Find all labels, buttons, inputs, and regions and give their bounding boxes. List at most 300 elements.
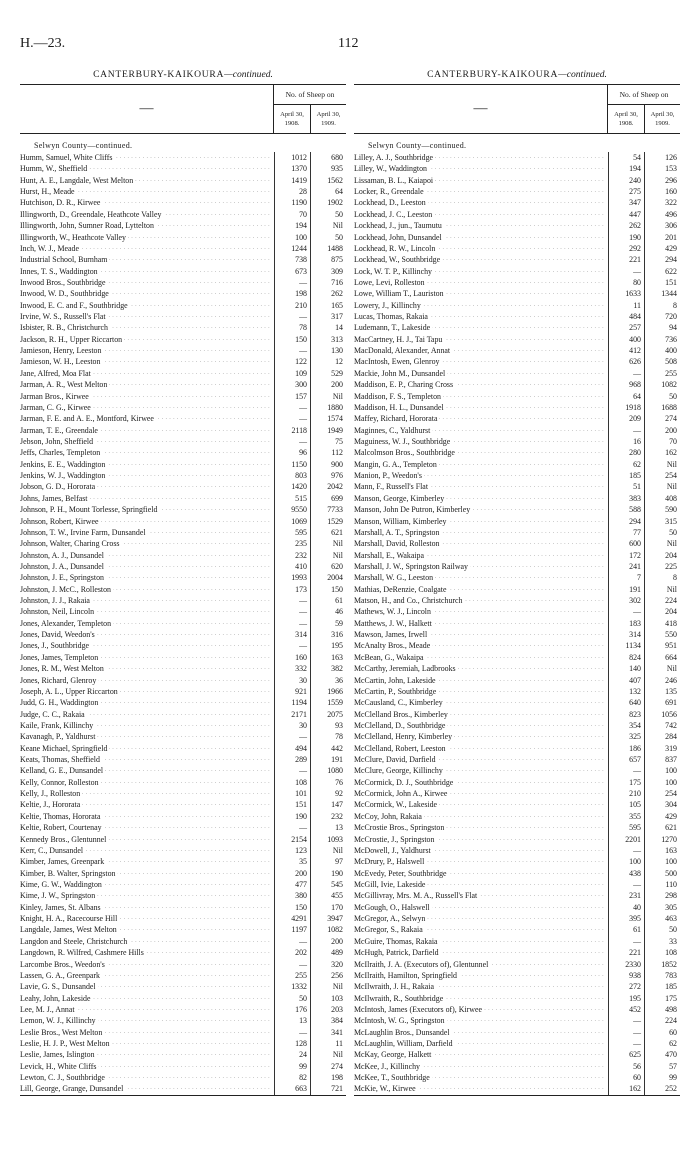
table-row <box>20 788 346 799</box>
table-row <box>354 220 680 231</box>
owner-name <box>20 868 274 879</box>
sheep-1908: 2171 <box>274 709 310 720</box>
owner-name-text: Johnson, T. W., Irvine Farm, Dunsandel <box>20 527 146 537</box>
owner-name-text: McCoy, John, Rakaia <box>354 811 422 821</box>
table-row <box>20 425 346 436</box>
sheep-1909: Nil <box>310 981 346 992</box>
left-table-body <box>20 140 346 1096</box>
owner-name-text: Lockhead, W., Southbridge <box>354 255 441 265</box>
table-row <box>354 163 680 174</box>
sheep-1908: 7 <box>608 572 644 583</box>
sheep-1909: 110 <box>644 879 680 890</box>
owner-name-text: Mackie, John M., Dunsandel <box>354 368 446 378</box>
sheep-1908: 101 <box>274 788 310 799</box>
owner-name <box>354 1049 608 1060</box>
table-row <box>20 913 346 924</box>
table-row <box>354 595 680 606</box>
owner-name <box>20 709 274 720</box>
sheep-1909: 1082 <box>310 924 346 935</box>
right-year-1909: April 30, 1909. <box>644 105 680 133</box>
owner-name-text: Ludemann, T., Lakeside <box>354 323 431 333</box>
owner-name <box>354 481 608 492</box>
table-row <box>354 402 680 413</box>
owner-name-text: Jarman, C. G., Kirwee <box>20 402 91 412</box>
sheep-1908: 194 <box>274 220 310 231</box>
sheep-1908: 195 <box>608 993 644 1004</box>
owner-name <box>354 731 608 742</box>
owner-name <box>354 640 608 651</box>
table-row <box>354 175 680 186</box>
sheep-1909: 150 <box>310 584 346 595</box>
table-row <box>354 1015 680 1026</box>
sheep-1908: 13 <box>274 1015 310 1026</box>
sheep-1908: 300 <box>274 379 310 390</box>
owner-name <box>354 663 608 674</box>
owner-name <box>20 993 274 1004</box>
owner-name <box>354 1015 608 1026</box>
owner-name <box>20 947 274 958</box>
owner-name <box>20 595 274 606</box>
table-row <box>354 538 680 549</box>
sheep-1908: 173 <box>274 584 310 595</box>
owner-name <box>354 220 608 231</box>
owner-name <box>354 379 608 390</box>
owner-name-text: MacIntosh, Ewen, Glenroy <box>354 357 440 367</box>
owner-name-text: McClelland, Henry, Kimberley <box>354 732 453 742</box>
table-row <box>20 163 346 174</box>
sheep-1909: 64 <box>310 186 346 197</box>
sheep-1908: 108 <box>274 777 310 788</box>
owner-name-text: Kimber, B. Walter, Springston <box>20 868 116 878</box>
sheep-1909: 1488 <box>310 243 346 254</box>
left-year-1909: April 30, 1909. <box>310 105 346 133</box>
owner-name <box>20 584 274 595</box>
sheep-1909: 126 <box>644 152 680 163</box>
owner-name <box>354 334 608 345</box>
owner-name <box>20 572 274 583</box>
sheep-1908: 407 <box>608 675 644 686</box>
sheep-1908: 2154 <box>274 834 310 845</box>
sheep-1908: 235 <box>274 538 310 549</box>
sheep-1909: 195 <box>310 640 346 651</box>
owner-name <box>354 356 608 367</box>
left-title-main: CANTERBURY-KAIKOURA <box>93 69 225 80</box>
owner-name-text: McHugh, Patrick, Darfield <box>354 948 439 958</box>
table-row <box>20 254 346 265</box>
sheep-1908: 183 <box>608 618 644 629</box>
sheep-1908: 302 <box>608 595 644 606</box>
sheep-1908: 24 <box>274 1049 310 1060</box>
owner-name-text: Langdown, R. Wilfred, Cashmere Hills <box>20 948 144 958</box>
owner-name <box>20 538 274 549</box>
sheep-1909: 100 <box>644 765 680 776</box>
table-row <box>20 243 346 254</box>
table-row <box>20 959 346 970</box>
sheep-1909: 298 <box>644 890 680 901</box>
owner-name-text: Maddison, F. S., Templeton <box>354 391 442 401</box>
sheep-1908: 54 <box>608 152 644 163</box>
owner-name-text: Lock, W. T. P., Killinchy <box>354 266 432 276</box>
sheep-1908: 122 <box>274 356 310 367</box>
sheep-1909: 1056 <box>644 709 680 720</box>
sheep-1909: 320 <box>310 959 346 970</box>
table-row <box>20 993 346 1004</box>
owner-name-text: McCrostie, J., Springston <box>354 834 435 844</box>
owner-name <box>354 516 608 527</box>
table-row <box>354 652 680 663</box>
owner-name <box>354 561 608 572</box>
owner-name <box>354 504 608 515</box>
owner-name-text: McIntosh, W. G., Springston <box>354 1016 445 1026</box>
sheep-1909: 2075 <box>310 709 346 720</box>
table-row <box>354 493 680 504</box>
sheep-1909: 315 <box>644 516 680 527</box>
owner-name <box>354 266 608 277</box>
table-row <box>354 618 680 629</box>
owner-name <box>354 243 608 254</box>
sheep-1908: 292 <box>608 243 644 254</box>
owner-name-text: Leslie, James, Islington <box>20 1050 95 1060</box>
owner-name <box>20 459 274 470</box>
owner-name-text: Johnston, J. E., Springston <box>20 573 104 583</box>
table-row <box>20 538 346 549</box>
sheep-1908: 77 <box>608 527 644 538</box>
sheep-1909: 13 <box>310 822 346 833</box>
owner-name <box>354 799 608 810</box>
owner-name-text: Keats, Thomas, Sheffield <box>20 755 100 765</box>
left-county-heading: Selwyn County—continued. <box>34 141 133 150</box>
owner-name <box>354 288 608 299</box>
sheep-1909: 100 <box>644 777 680 788</box>
sheep-1909: 296 <box>644 175 680 186</box>
owner-name <box>20 640 274 651</box>
sheep-1909: 622 <box>644 266 680 277</box>
owner-name <box>20 163 274 174</box>
owner-name-text: Inwood, W. D., Southbridge <box>20 289 109 299</box>
sheep-1909: 1344 <box>644 288 680 299</box>
owner-name-text: McClelland, D., Southbridge <box>354 720 446 730</box>
table-row <box>20 811 346 822</box>
owner-name-text: Mathews, W. J., Lincoln <box>354 607 431 617</box>
owner-name-text: Kelland, G. E., Dunsandel <box>20 766 104 776</box>
table-row <box>354 879 680 890</box>
sheep-1909: 1902 <box>310 197 346 208</box>
sheep-1908: — <box>274 436 310 447</box>
sheep-1909: 508 <box>644 356 680 367</box>
table-row <box>20 924 346 935</box>
sheep-1909: 470 <box>644 1049 680 1060</box>
sheep-1908: 400 <box>608 334 644 345</box>
owner-name-text: Lemon, W. J., Killinchy <box>20 1016 96 1026</box>
owner-name <box>354 436 608 447</box>
owner-name-text: Mann, F., Russell's Flat <box>354 482 429 492</box>
owner-name-text: Kime, J. W., Springston <box>20 891 96 901</box>
right-table-header <box>354 84 680 134</box>
table-row <box>20 606 346 617</box>
owner-name <box>20 675 274 686</box>
owner-name-text: Manson, William, Kimberley <box>354 516 447 526</box>
owner-name-text: Jamieson, W. H., Leeston <box>20 357 101 367</box>
table-row <box>354 913 680 924</box>
table-row <box>354 731 680 742</box>
owner-name <box>20 788 274 799</box>
owner-name-text: Johnson, P. H., Mount Torlesse, Springfield <box>20 505 158 515</box>
table-row <box>354 709 680 720</box>
sheep-1908: 150 <box>274 334 310 345</box>
owner-name <box>20 902 274 913</box>
sheep-1908: 294 <box>608 516 644 527</box>
table-row <box>20 322 346 333</box>
owner-name <box>20 924 274 935</box>
sheep-1909: 162 <box>644 447 680 458</box>
owner-name-text: McClure, George, Killinchy <box>354 766 443 776</box>
sheep-1909: 33 <box>644 936 680 947</box>
owner-name-text: Jebson, John, Sheffield <box>20 436 94 446</box>
sheep-1908: — <box>608 425 644 436</box>
sheep-1909: 400 <box>644 345 680 356</box>
sheep-1908: 9550 <box>274 504 310 515</box>
sheep-1909: 699 <box>310 493 346 504</box>
table-row <box>354 232 680 243</box>
sheep-1909: 274 <box>644 413 680 424</box>
sheep-1909: 442 <box>310 743 346 754</box>
sheep-1909: 262 <box>310 288 346 299</box>
owner-name-text: Marshall, W. G., Leeston <box>354 573 434 583</box>
table-row <box>20 481 346 492</box>
table-row <box>20 368 346 379</box>
page-reference: H.—23. <box>20 36 66 51</box>
sheep-1908: 62 <box>608 459 644 470</box>
left-rows <box>20 152 346 1096</box>
owner-name-text: Jarman, F. E. and A. E., Montford, Kirwee <box>20 414 154 424</box>
sheep-1908: 255 <box>274 970 310 981</box>
owner-name <box>354 322 608 333</box>
sheep-1908: 4291 <box>274 913 310 924</box>
owner-name-text: Johnson, Walter, Charing Cross <box>20 539 120 549</box>
owner-name <box>354 947 608 958</box>
sheep-1908: 595 <box>274 527 310 538</box>
right-name-header: — <box>354 85 608 133</box>
sheep-1909: 92 <box>310 788 346 799</box>
table-row <box>20 220 346 231</box>
sheep-1908: 354 <box>608 720 644 731</box>
sheep-1908: 11 <box>608 300 644 311</box>
owner-name <box>20 379 274 390</box>
left-column <box>20 66 346 1096</box>
owner-name <box>20 606 274 617</box>
table-row <box>20 1049 346 1060</box>
right-title-main: CANTERBURY-KAIKOURA <box>427 69 559 80</box>
owner-name-text: Locker, R., Greendale <box>354 187 424 197</box>
table-row <box>20 356 346 367</box>
sheep-1909: 313 <box>310 334 346 345</box>
table-row <box>20 277 346 288</box>
owner-name <box>20 981 274 992</box>
sheep-1909: 50 <box>310 209 346 220</box>
sheep-1908: 347 <box>608 197 644 208</box>
owner-name-text: Lill, George, Grange, Dunsandel <box>20 1084 124 1094</box>
owner-name <box>20 493 274 504</box>
sheep-1909: 14 <box>310 322 346 333</box>
sheep-1908: 70 <box>274 209 310 220</box>
sheep-1908: 452 <box>608 1004 644 1015</box>
right-county-heading: Selwyn County—continued. <box>368 141 467 150</box>
sheep-1908: — <box>274 822 310 833</box>
sheep-1909: 1574 <box>310 413 346 424</box>
owner-name-text: Maddison, E. P., Charing Cross <box>354 380 454 390</box>
sheep-1908: — <box>274 345 310 356</box>
owner-name-text: Malcolmson Bros., Southbridge <box>354 448 455 458</box>
owner-name-text: Marshall, David, Rolleston <box>354 539 440 549</box>
owner-name-text: Hunt, A. E., Langdale, West Melton <box>20 175 134 185</box>
owner-name <box>20 1061 274 1072</box>
table-row <box>20 799 346 810</box>
owner-name <box>20 436 274 447</box>
sheep-1908: 438 <box>608 868 644 879</box>
owner-name <box>354 902 608 913</box>
sheep-1908: 803 <box>274 470 310 481</box>
sheep-1908: — <box>608 879 644 890</box>
sheep-1908: 1633 <box>608 288 644 299</box>
sheep-1908: 194 <box>608 163 644 174</box>
table-row <box>20 822 346 833</box>
sheep-1908: 1194 <box>274 697 310 708</box>
sheep-1908: — <box>608 606 644 617</box>
owner-name <box>354 175 608 186</box>
sheep-1908: 626 <box>608 356 644 367</box>
owner-name-text: Jackson, R. H., Upper Riccarton <box>20 334 123 344</box>
owner-name <box>354 913 608 924</box>
sheep-1909: 61 <box>310 595 346 606</box>
owner-name-text: Mawson, James, Irwell <box>354 630 428 640</box>
sheep-1909: 7733 <box>310 504 346 515</box>
sheep-1908: 210 <box>608 788 644 799</box>
sheep-1908: 588 <box>608 504 644 515</box>
owner-name <box>354 152 608 163</box>
owner-name-text: McClelland Bros., Kimberley <box>354 709 448 719</box>
sheep-1909: 8 <box>644 572 680 583</box>
owner-name <box>354 981 608 992</box>
owner-name-text: McClure, David, Darfield <box>354 755 436 765</box>
sheep-1908: 190 <box>274 811 310 822</box>
owner-name <box>20 970 274 981</box>
sheep-1909: 837 <box>644 754 680 765</box>
owner-name-text: Matson, H., and Co., Christchurch <box>354 596 463 606</box>
owner-name <box>20 311 274 322</box>
sheep-1908: 280 <box>608 447 644 458</box>
table-row <box>354 1027 680 1038</box>
sheep-1909: 165 <box>310 300 346 311</box>
owner-name-text: McAnalty Bros., Meade <box>354 641 431 651</box>
table-row <box>354 334 680 345</box>
sheep-1908: 60 <box>608 1072 644 1083</box>
table-row <box>20 379 346 390</box>
sheep-1909: 309 <box>310 266 346 277</box>
owner-name-text: Joseph, A. L., Upper Riccarton <box>20 686 118 696</box>
owner-name <box>354 470 608 481</box>
sheep-1909: 284 <box>644 731 680 742</box>
sheep-1908: 1419 <box>274 175 310 186</box>
sheep-1908: 50 <box>274 993 310 1004</box>
owner-name-text: Irvine, W. S., Russell's Flat <box>20 312 106 322</box>
table-row <box>354 856 680 867</box>
table-row <box>354 640 680 651</box>
owner-name-text: McKee, J., Killinchy <box>354 1061 420 1071</box>
owner-name-text: Kelly, J., Rolleston <box>20 789 81 799</box>
table-row <box>20 391 346 402</box>
sheep-1909: 316 <box>310 629 346 640</box>
table-row <box>20 879 346 890</box>
owner-name-text: McCormick, D. J., Southbridge <box>354 777 454 787</box>
owner-name <box>354 697 608 708</box>
table-row <box>354 436 680 447</box>
owner-name <box>20 220 274 231</box>
sheep-1908: 200 <box>274 868 310 879</box>
sheep-1908: 1150 <box>274 459 310 470</box>
sheep-1908: 1069 <box>274 516 310 527</box>
owner-name <box>354 629 608 640</box>
sheep-1908: — <box>608 936 644 947</box>
sheep-1909: 232 <box>310 811 346 822</box>
owner-name-text: Humm, Samuel, White Cliffs <box>20 153 113 162</box>
sheep-1909: 341 <box>310 1027 346 1038</box>
sheep-1909: 76 <box>310 777 346 788</box>
right-table-body <box>354 140 680 1096</box>
owner-name-text: McIntosh, James (Executors of), Kirwee <box>354 1004 482 1014</box>
sheep-1909: 1880 <box>310 402 346 413</box>
sheep-1908: 232 <box>274 550 310 561</box>
table-row <box>20 834 346 845</box>
sheep-1909: 489 <box>310 947 346 958</box>
sheep-1909: 163 <box>310 652 346 663</box>
owner-name <box>20 652 274 663</box>
sheep-1908: 477 <box>274 879 310 890</box>
sheep-1908: — <box>274 402 310 413</box>
owner-name-text: Johnston, A. J., Dunsandel <box>20 550 104 560</box>
table-row <box>354 311 680 322</box>
owner-name <box>354 879 608 890</box>
sheep-1909: 306 <box>644 220 680 231</box>
sheep-1908: 30 <box>274 675 310 686</box>
sheep-1909: 201 <box>644 232 680 243</box>
right-values-header <box>608 85 680 133</box>
table-row <box>20 686 346 697</box>
sheep-1908: 140 <box>608 663 644 674</box>
table-row <box>20 584 346 595</box>
sheep-1908: — <box>608 1038 644 1049</box>
table-row <box>20 504 346 515</box>
table-row <box>20 856 346 867</box>
sheep-1908: 738 <box>274 254 310 265</box>
owner-name <box>354 856 608 867</box>
table-row <box>354 197 680 208</box>
table-row <box>354 959 680 970</box>
owner-name-text: McCartin, John, Lakeside <box>354 675 436 685</box>
sheep-1909: Nil <box>644 663 680 674</box>
table-row <box>20 470 346 481</box>
owner-name <box>354 413 608 424</box>
owner-name-text: Lissaman, B. L., Kaiapoi <box>354 175 434 185</box>
sheep-1908: — <box>608 845 644 856</box>
owner-name-text: McCormick, John A., Kirwee <box>354 789 448 799</box>
owner-name <box>20 811 274 822</box>
sheep-1909: 1852 <box>644 959 680 970</box>
table-row <box>354 470 680 481</box>
table-row <box>20 720 346 731</box>
sheep-1909: 190 <box>310 868 346 879</box>
owner-name <box>354 1004 608 1015</box>
sheep-1908: 231 <box>608 890 644 901</box>
